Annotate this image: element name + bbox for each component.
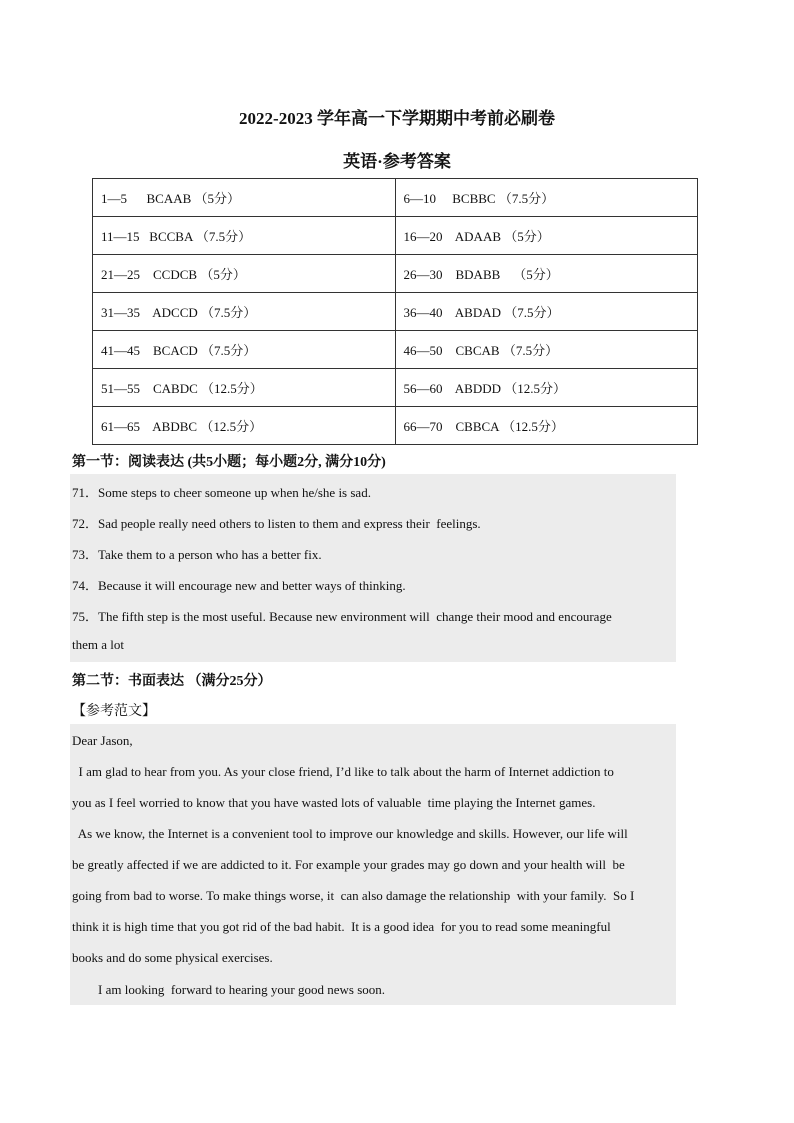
answer-cell: 21—25 CCDCB （5分）	[93, 255, 396, 293]
essay-line: books and do some physical exercises.	[72, 950, 273, 965]
answer-cell: 61—65 ABDBC （12.5分）	[93, 407, 396, 445]
essay-line: I am glad to hear from you. As your close friend, I’d like to talk about the harm of Internet addiction to	[72, 764, 614, 779]
answer-cell: 36—40 ABDAD （7.5分）	[395, 293, 698, 331]
document-title: 2022-2023 学年高一下学期期中考前必刷卷	[239, 109, 555, 128]
table-row	[93, 217, 698, 255]
answer-cell: 56—60 ABDDD （12.5分）	[395, 369, 698, 407]
answer-cell: 41—45 BCACD （7.5分）	[93, 331, 396, 369]
answer-key-table	[92, 178, 698, 445]
table-row	[93, 293, 698, 331]
answer-cell: 66—70 CBBCA （12.5分）	[395, 407, 698, 445]
essay-line: think it is high time that you got rid of the bad habit. It is a good idea for you to read some meaningful	[72, 919, 611, 934]
answer-cell: 31—35 ADCCD （7.5分）	[93, 293, 396, 331]
answer-cell: 26—30 BDABB （5分）	[395, 255, 698, 293]
answer-line: 71．Some steps to cheer someone up when he/she is sad.	[72, 485, 371, 500]
essay-line: I am looking forward to hearing your good news soon.	[72, 982, 386, 997]
answer-cell: 11—15 BCCBA （7.5分）	[93, 217, 396, 255]
answer-line: 73．Take them to a person who has a better fix.	[72, 547, 322, 562]
essay-line: be greatly affected if we are addicted to it. For example your grades may go down and your health will be	[72, 857, 625, 872]
section2-heading: 第二节：书面表达 （满分25分）	[72, 674, 272, 689]
document-subtitle: 英语·参考答案	[343, 152, 451, 171]
answer-cell: 6—10 BCBBC （7.5分）	[395, 179, 698, 217]
table-row	[93, 407, 698, 445]
section1-answer-block	[70, 474, 676, 662]
answer-line: them a lot	[72, 637, 124, 652]
answer-cell: 1—5 BCAAB （5分）	[93, 179, 396, 217]
answer-line: 72．Sad people really need others to listen to them and express their feelings.	[72, 516, 481, 531]
answer-cell: 46—50 CBCAB （7.5分）	[395, 331, 698, 369]
table-row	[93, 369, 698, 407]
table-row	[93, 255, 698, 293]
answer-line: 74．Because it will encourage new and better ways of thinking.	[72, 578, 406, 593]
section1-heading: 第一节：阅读表达 (共5小题；每小题2分, 满分10分)	[72, 455, 386, 470]
sample-essay-tag: 【参考范文】	[72, 704, 156, 719]
essay-line: you as I feel worried to know that you have wasted lots of valuable time playing the Internet games.	[72, 795, 596, 810]
essay-line: Dear Jason,	[72, 733, 133, 748]
essay-line: As we know, the Internet is a convenient tool to improve our knowledge and skills. However, our life will	[72, 826, 628, 841]
table-row	[93, 179, 698, 217]
answer-line: 75．The fifth step is the most useful. Because new environment will change their mood and encourage	[72, 609, 612, 624]
essay-line: going from bad to worse. To make things worse, it can also damage the relationship with your family. So I	[72, 888, 635, 903]
table-row	[93, 331, 698, 369]
answer-cell: 16—20 ADAAB （5分）	[395, 217, 698, 255]
answer-cell: 51—55 CABDC （12.5分）	[93, 369, 396, 407]
